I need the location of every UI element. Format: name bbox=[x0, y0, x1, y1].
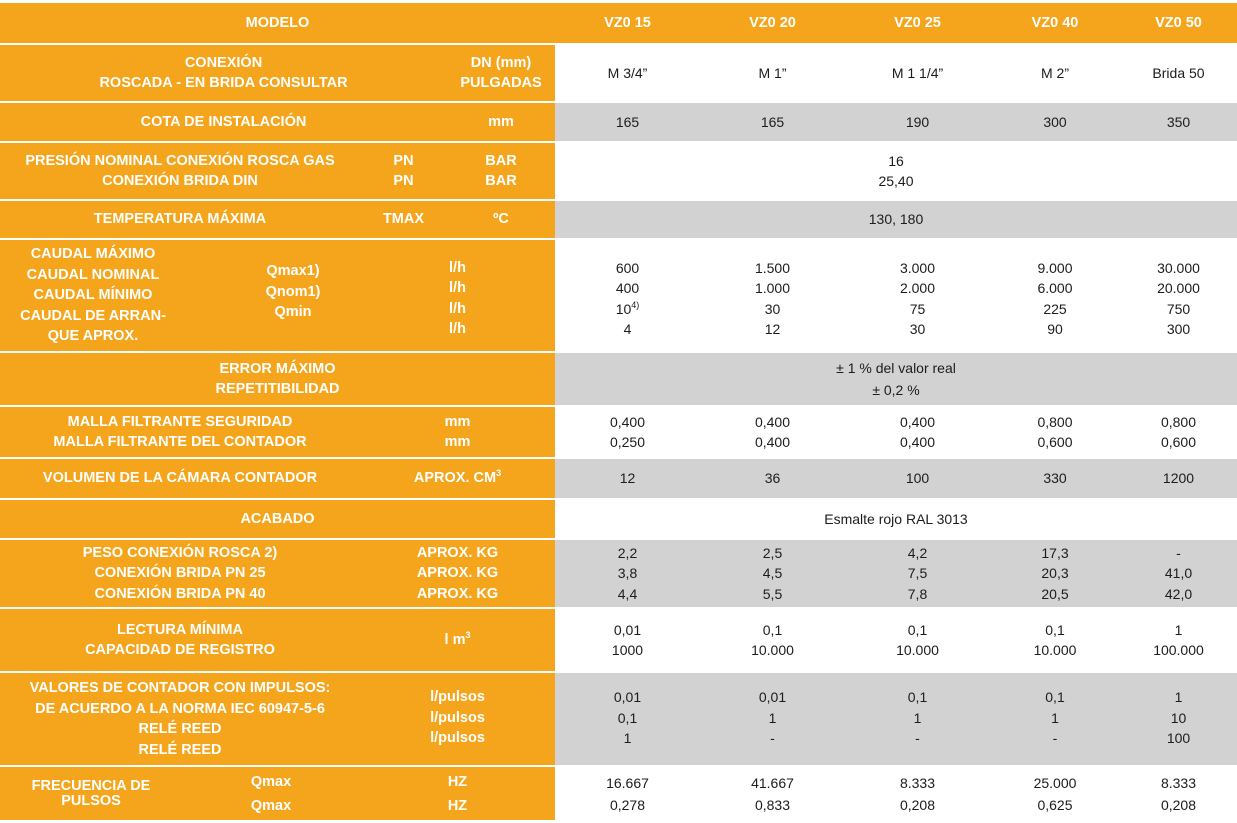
label-line: CONEXIÓN BRIDA PN 40 bbox=[94, 585, 266, 602]
value-cell bbox=[700, 609, 845, 671]
symbol-line: Qnom1) bbox=[265, 283, 321, 300]
row-label bbox=[0, 459, 360, 498]
row-unit bbox=[360, 540, 555, 607]
cell-value: 300 bbox=[1166, 321, 1191, 337]
unit-superscript: 3 bbox=[496, 468, 502, 479]
label-line: RELÉ REED bbox=[138, 741, 222, 758]
cell-value: 4,5 bbox=[762, 565, 783, 582]
value-cell bbox=[845, 673, 990, 765]
unit-line: DN (mm) bbox=[470, 54, 532, 71]
cell-value: 0,400 bbox=[609, 413, 646, 430]
value-cell bbox=[555, 609, 700, 671]
unit-superscript: 3 bbox=[465, 629, 471, 640]
label-line: VALORES DE CONTADOR CON IMPULSOS: bbox=[29, 680, 331, 696]
cell-value: 1000 bbox=[611, 642, 644, 658]
value-cell bbox=[700, 103, 845, 141]
value-cell bbox=[1120, 407, 1237, 457]
value-cell bbox=[555, 407, 700, 457]
value-cell bbox=[555, 45, 700, 101]
cell-value: 165 bbox=[760, 113, 785, 130]
label-line: CAUDAL DE ARRAN- bbox=[20, 307, 166, 324]
header-model bbox=[845, 3, 990, 43]
value-cell bbox=[1120, 103, 1237, 141]
cell-value: 0,833 bbox=[754, 796, 791, 813]
cell-value: 0,400 bbox=[899, 434, 936, 450]
row-label bbox=[0, 540, 360, 607]
cell-value: 7,8 bbox=[907, 585, 928, 602]
cell-value: 4 bbox=[623, 321, 632, 337]
value-cell bbox=[990, 45, 1120, 101]
label-line: CAUDAL MÍNIMO bbox=[33, 287, 153, 304]
footnote-superscript: 4) bbox=[631, 299, 640, 310]
cell-value: 0,01 bbox=[613, 621, 642, 638]
cell-value: 41.667 bbox=[751, 774, 794, 791]
cell-value: 36 bbox=[764, 470, 781, 487]
cell-value: 1 bbox=[1051, 709, 1059, 726]
unit-line: APROX. KG bbox=[416, 544, 499, 561]
cell-value: 16.667 bbox=[606, 774, 649, 791]
cell-value: 0,1 bbox=[762, 621, 783, 638]
cell-value: 130, 180 bbox=[868, 211, 924, 228]
model-name: VZ0 40 bbox=[1031, 14, 1079, 31]
value-span bbox=[555, 201, 1237, 238]
label-line: TEMPERATURA MÁXIMA bbox=[93, 211, 267, 228]
label-line: COTA DE INSTALACIÓN bbox=[140, 113, 307, 130]
cell-value: 0,400 bbox=[899, 413, 936, 430]
row-label bbox=[0, 500, 555, 538]
label-line: LECTURA MÍNIMA bbox=[117, 621, 243, 638]
header-model bbox=[555, 3, 700, 43]
cell-value: - bbox=[1052, 730, 1058, 746]
cell-value: 0,400 bbox=[754, 434, 791, 450]
value-cell bbox=[555, 673, 700, 765]
cell-value: 16 bbox=[888, 152, 904, 169]
cell-value: 8.333 bbox=[1160, 774, 1197, 791]
cell-value: 10$^{4)}$ bbox=[615, 299, 640, 317]
cell-value: 400 bbox=[615, 280, 640, 296]
label-line: CONEXIÓN BRIDA PN 25 bbox=[94, 565, 266, 582]
row-unit bbox=[360, 240, 555, 351]
cell-value: 0,208 bbox=[1160, 796, 1197, 813]
cell-value: 10.000 bbox=[1033, 642, 1077, 658]
cell-value: 4,2 bbox=[907, 544, 928, 561]
cell-value: ± 0,2 % bbox=[872, 382, 920, 398]
cell-value: 20.000 bbox=[1157, 280, 1200, 296]
cell-value: 4,4 bbox=[617, 585, 638, 602]
cell-value: 0,1 bbox=[1045, 621, 1065, 638]
cell-value: 165 bbox=[615, 113, 640, 130]
label-line: CAUDAL MÁXIMO bbox=[30, 246, 156, 263]
symbol-line: Qmax1) bbox=[266, 263, 320, 279]
symbol-line: TMAX bbox=[382, 211, 425, 228]
unit-line: l/h bbox=[449, 300, 466, 317]
value-cell bbox=[1120, 673, 1237, 765]
cell-value: 20,3 bbox=[1041, 565, 1069, 582]
header-model bbox=[1120, 3, 1237, 43]
cell-value: 0,250 bbox=[609, 434, 646, 450]
cell-value: 10 bbox=[1170, 709, 1187, 726]
row-label bbox=[0, 103, 447, 141]
cell-value: M 2” bbox=[1041, 64, 1069, 81]
row-unit bbox=[447, 201, 555, 238]
unit-line: l/pulsos bbox=[430, 709, 485, 726]
header-model bbox=[990, 3, 1120, 43]
cell-value: 0,01 bbox=[758, 689, 787, 705]
label-line: CAUDAL NOMINAL bbox=[26, 266, 160, 283]
value-cell bbox=[700, 45, 845, 101]
cell-value: 100 bbox=[905, 470, 930, 487]
cell-value: 12 bbox=[619, 470, 636, 487]
cell-value: ± 1 % del valor real bbox=[836, 360, 956, 376]
unit-line: PULGADAS bbox=[460, 75, 542, 91]
cell-value: 1 bbox=[1174, 689, 1183, 705]
value-cell bbox=[990, 407, 1120, 457]
cell-value: 0,800 bbox=[1037, 413, 1073, 430]
row-label bbox=[0, 45, 447, 101]
label-line: CAPACIDAD DE REGISTRO bbox=[85, 642, 275, 658]
unit-line: APROX. KG bbox=[416, 585, 499, 602]
value-cell bbox=[845, 609, 990, 671]
value-cell bbox=[700, 240, 845, 351]
row-label bbox=[0, 609, 360, 671]
cell-value: 750 bbox=[1166, 300, 1191, 317]
cell-value: 0,1 bbox=[907, 621, 928, 638]
cell-value: 42,0 bbox=[1164, 585, 1193, 602]
row-unit bbox=[447, 143, 555, 199]
cell-value: 41,0 bbox=[1164, 565, 1193, 582]
cell-value: M 1 1/4” bbox=[891, 64, 944, 81]
row-symbol bbox=[360, 143, 447, 199]
symbol-line: PN bbox=[393, 152, 414, 169]
unit-line: BAR bbox=[485, 152, 517, 169]
unit-line: ºC bbox=[493, 211, 509, 228]
header-modelo bbox=[0, 3, 555, 43]
cell-value: 3,8 bbox=[617, 565, 638, 582]
cell-value: 7,5 bbox=[907, 565, 928, 582]
value-cell bbox=[1120, 540, 1237, 607]
value-cell bbox=[555, 540, 700, 607]
value-cell bbox=[1120, 45, 1237, 101]
unit-line: APROX. KG bbox=[416, 565, 499, 582]
cell-value: 1 bbox=[1174, 621, 1183, 638]
cell-value: 330 bbox=[1043, 470, 1067, 487]
unit-line: mm bbox=[444, 434, 471, 450]
value-cell bbox=[990, 103, 1120, 141]
value-cell bbox=[990, 673, 1120, 765]
value-cell bbox=[845, 103, 990, 141]
unit-line: HZ bbox=[447, 773, 468, 790]
cell-value: 0,01 bbox=[613, 689, 642, 705]
unit-line: l/h bbox=[449, 321, 466, 337]
unit-line bbox=[445, 630, 471, 651]
cell-value: 0,1 bbox=[1045, 689, 1065, 705]
value-cell bbox=[990, 609, 1120, 671]
cell-value: 8.333 bbox=[899, 774, 936, 791]
cell-value: 90 bbox=[1047, 321, 1063, 337]
cell-value: 0,625 bbox=[1037, 796, 1073, 813]
symbol-line: Qmax bbox=[250, 797, 292, 814]
row-unit bbox=[447, 103, 555, 141]
unit-line bbox=[414, 468, 501, 489]
label-line: QUE APROX. bbox=[47, 328, 139, 345]
cell-value: 30 bbox=[909, 321, 926, 337]
unit-line: BAR bbox=[485, 173, 517, 189]
header-label: MODELO bbox=[245, 14, 310, 31]
cell-value: M 3/4” bbox=[607, 64, 648, 81]
unit-line: l/h bbox=[449, 280, 466, 296]
cell-value: 225 bbox=[1043, 300, 1067, 317]
cell-value: 1.000 bbox=[754, 280, 791, 296]
value-cell bbox=[990, 540, 1120, 607]
cell-value: 75 bbox=[909, 300, 926, 317]
cell-value: 100 bbox=[1166, 730, 1191, 746]
unit-line: l/h bbox=[449, 259, 466, 276]
cell-value: 300 bbox=[1043, 113, 1067, 130]
cell-value: 10.000 bbox=[751, 642, 794, 658]
cell-value: 1 bbox=[913, 709, 922, 726]
cell-value: M 1” bbox=[758, 64, 787, 81]
value-cell bbox=[700, 540, 845, 607]
unit-line: l/pulsos bbox=[430, 689, 485, 705]
cell-value: 0,400 bbox=[754, 413, 791, 430]
label-line: CONEXIÓN bbox=[184, 54, 263, 71]
value-cell bbox=[555, 459, 700, 498]
cell-value: - bbox=[770, 730, 775, 746]
label-line: MALLA FILTRANTE DEL CONTADOR bbox=[53, 434, 307, 450]
unit-text: APROX. CM bbox=[413, 470, 497, 487]
label-line: VOLUMEN DE LA CÁMARA CONTADOR bbox=[42, 470, 318, 487]
value-cell bbox=[1120, 240, 1237, 351]
value-cell bbox=[990, 240, 1120, 351]
row-label bbox=[0, 767, 182, 820]
cell-value: 190 bbox=[905, 113, 930, 130]
row-label bbox=[0, 143, 360, 199]
row-label bbox=[0, 673, 360, 765]
unit-line: mm bbox=[488, 113, 514, 130]
value-span bbox=[555, 143, 1237, 199]
label-line: PULSOS bbox=[61, 792, 121, 809]
value-cell bbox=[555, 240, 700, 351]
cell-value: Esmalte rojo RAL 3013 bbox=[824, 510, 968, 527]
symbol-line: Qmin bbox=[274, 304, 312, 320]
cell-value: 0,800 bbox=[1160, 413, 1197, 430]
value-cell bbox=[700, 459, 845, 498]
cell-value: 6.000 bbox=[1037, 280, 1073, 296]
value-cell bbox=[845, 45, 990, 101]
model-name: VZ0 20 bbox=[749, 14, 796, 31]
cell-value: 600 bbox=[615, 259, 640, 276]
value-cell bbox=[845, 767, 990, 820]
cell-value: 350 bbox=[1166, 113, 1191, 130]
cell-value: 2.000 bbox=[899, 280, 936, 296]
value-cell bbox=[845, 240, 990, 351]
row-label bbox=[0, 240, 186, 351]
label-line: MALLA FILTRANTE SEGURIDAD bbox=[67, 413, 293, 430]
row-unit bbox=[360, 673, 555, 765]
label-line: RELÉ REED bbox=[138, 721, 222, 737]
cell-value: 17,3 bbox=[1041, 544, 1069, 561]
cell-value: 20,5 bbox=[1041, 585, 1069, 602]
value-cell bbox=[990, 459, 1120, 498]
cell-value: 0,1 bbox=[617, 709, 638, 726]
cell-value: 0,600 bbox=[1160, 434, 1197, 450]
value-span bbox=[555, 500, 1237, 538]
value-cell bbox=[845, 459, 990, 498]
row-label bbox=[0, 353, 555, 405]
symbol-line: Qmax bbox=[250, 773, 292, 790]
label-line: ERROR MÁXIMO bbox=[219, 360, 336, 377]
value-span bbox=[555, 353, 1237, 405]
value-cell bbox=[555, 767, 700, 820]
value-cell bbox=[1120, 609, 1237, 671]
unit-text: l m bbox=[444, 631, 466, 648]
cell-value: Brida 50 bbox=[1152, 64, 1205, 81]
cell-value: 12 bbox=[764, 321, 781, 337]
cell-value: 1 bbox=[623, 730, 632, 746]
label-line: CONEXIÓN BRIDA DIN bbox=[102, 173, 258, 189]
value-cell bbox=[700, 767, 845, 820]
model-name: VZ0 50 bbox=[1155, 14, 1202, 31]
cell-value: 2,2 bbox=[617, 544, 638, 561]
cell-value: 9.000 bbox=[1037, 259, 1073, 276]
value-cell bbox=[1120, 767, 1237, 820]
cell-value: 25,40 bbox=[878, 173, 914, 189]
cell-value: 0,1 bbox=[907, 689, 928, 705]
label-line: PESO CONEXIÓN ROSCA 2) bbox=[82, 544, 278, 561]
cell-value: 0,278 bbox=[609, 796, 646, 813]
row-unit bbox=[360, 767, 555, 820]
label-line: PRESIÓN NOMINAL CONEXIÓN ROSCA GAS bbox=[25, 152, 335, 169]
row-symbol bbox=[186, 240, 360, 351]
symbol-line: PN bbox=[393, 173, 414, 189]
value-cell bbox=[1120, 459, 1237, 498]
label-line: FRECUENCIA DE bbox=[31, 777, 151, 794]
cell-value: 1.500 bbox=[754, 259, 791, 276]
model-name: VZ0 15 bbox=[604, 14, 651, 31]
model-name: VZ0 25 bbox=[894, 14, 941, 31]
row-symbol bbox=[182, 767, 360, 820]
unit-line: HZ bbox=[447, 797, 468, 814]
row-unit bbox=[360, 609, 555, 671]
label-line: REPETITIBILIDAD bbox=[215, 381, 340, 397]
cell-value: 25.000 bbox=[1033, 774, 1077, 791]
value-cell bbox=[845, 540, 990, 607]
row-unit bbox=[360, 407, 555, 457]
header-model bbox=[700, 3, 845, 43]
cell-value: 2,5 bbox=[762, 544, 783, 561]
cell-value: 30 bbox=[764, 300, 781, 317]
value-cell bbox=[990, 767, 1120, 820]
unit-line: mm bbox=[444, 413, 471, 430]
row-symbol bbox=[360, 201, 447, 238]
row-label bbox=[0, 201, 360, 238]
cell-value: 3.000 bbox=[899, 259, 936, 276]
row-unit bbox=[447, 45, 555, 101]
cell-value: 0,600 bbox=[1037, 434, 1073, 450]
value-cell bbox=[555, 103, 700, 141]
label-line: DE ACUERDO A LA NORMA IEC 60947-5-6 bbox=[35, 700, 325, 717]
row-unit bbox=[360, 459, 555, 498]
cell-value: 1 bbox=[768, 709, 777, 726]
label-line: ROSCADA - EN BRIDA CONSULTAR bbox=[99, 75, 348, 91]
cell-value: 0,208 bbox=[899, 796, 936, 813]
value-cell bbox=[700, 673, 845, 765]
cell-value: - bbox=[1176, 544, 1181, 561]
cell-value: 100.000 bbox=[1153, 642, 1204, 658]
cell-value: 10.000 bbox=[896, 642, 939, 658]
cell-value: - bbox=[915, 730, 920, 746]
value-cell bbox=[700, 407, 845, 457]
cell-value: 30.000 bbox=[1157, 259, 1200, 276]
cell-value: 1200 bbox=[1162, 470, 1195, 487]
label-line: ACABADO bbox=[240, 510, 315, 527]
value-cell bbox=[845, 407, 990, 457]
row-label bbox=[0, 407, 360, 457]
cell-value: 5,5 bbox=[762, 585, 783, 602]
unit-line: l/pulsos bbox=[430, 730, 485, 746]
